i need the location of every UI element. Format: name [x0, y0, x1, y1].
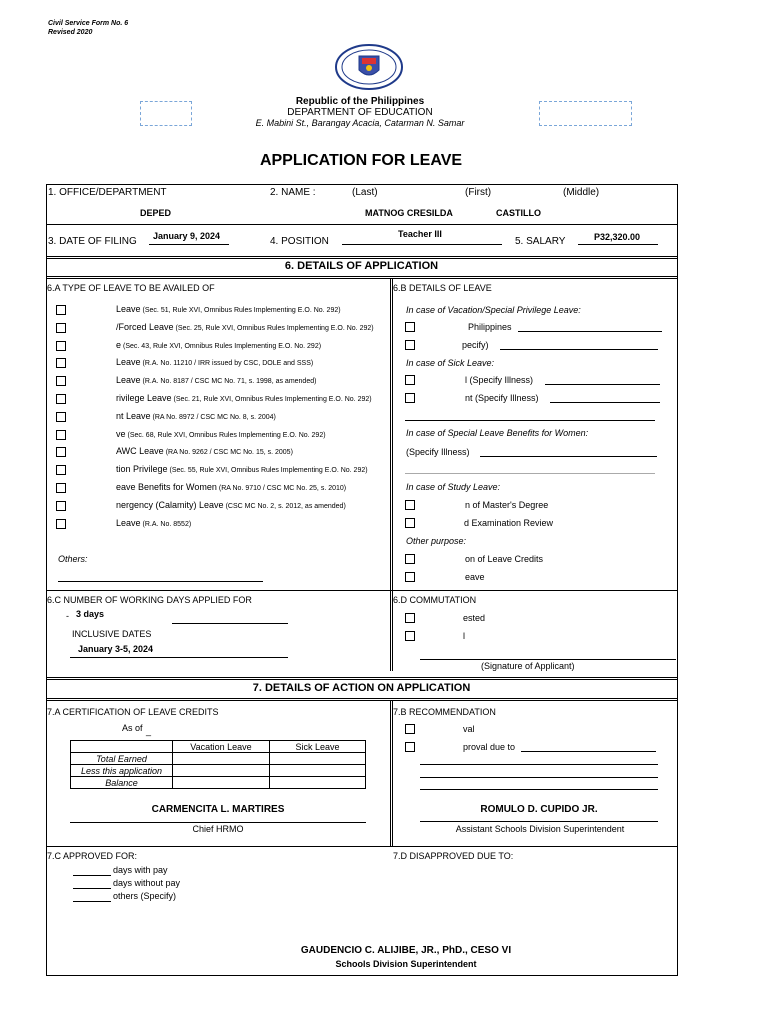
leave-type-checkbox[interactable]: [56, 483, 66, 493]
office-value[interactable]: DEPED: [140, 208, 172, 218]
working-days-value[interactable]: 3 days: [76, 609, 105, 619]
field-line: [480, 456, 657, 457]
leave-type-text: [116, 411, 276, 422]
leave-type-checkbox[interactable]: [56, 519, 66, 529]
leave-type-item[interactable]: [55, 446, 385, 460]
leave-type-checkbox[interactable]: [56, 341, 66, 351]
row-balance: Balance: [71, 777, 173, 789]
leave-type-item[interactable]: [55, 375, 385, 389]
field-line: [420, 789, 658, 790]
divider: [392, 278, 393, 671]
table-row: [71, 753, 366, 765]
asds-title: Assistant Schools Division Superintendent: [455, 824, 625, 834]
leave-type-label: AWC Leave: [116, 446, 164, 456]
leave-type-label: rivilege Leave: [116, 393, 172, 403]
field-line: [405, 420, 655, 421]
last-name-label: (Last): [352, 187, 378, 198]
leave-type-reference: (Sec. 68, Rule XVI, Omnibus Rules Implementing E.O. No. 292): [127, 432, 326, 439]
cell[interactable]: [173, 777, 270, 789]
leave-type-reference: (Sec. 55, Rule XVI, Omnibus Rules Implementing E.O. No. 292): [169, 467, 368, 474]
others-label: Others:: [58, 554, 88, 564]
leave-type-text: [116, 357, 313, 368]
section7c-label: 7.C APPROVED FOR:: [47, 851, 138, 861]
sick-leave-header: Sick Leave: [270, 741, 366, 753]
section6c-label: 6.C NUMBER OF WORKING DAYS APPLIED FOR: [47, 595, 252, 605]
section6b-label: 6.B DETAILS OF LEAVE: [393, 283, 492, 293]
field-line: [342, 244, 502, 245]
commutation-requested-checkbox[interactable]: [405, 631, 415, 641]
field-line: [518, 331, 662, 332]
leave-type-label: ve: [116, 429, 126, 439]
commutation-option-2: l: [463, 631, 465, 641]
leave-type-checkbox[interactable]: [56, 447, 66, 457]
leave-type-item[interactable]: [55, 304, 385, 318]
field-line: [58, 581, 263, 582]
leave-type-checkbox[interactable]: [56, 305, 66, 315]
field-line: [73, 888, 111, 889]
divider: [46, 677, 677, 678]
leave-type-item[interactable]: [55, 482, 385, 496]
divider: [46, 256, 677, 257]
leave-type-text: [116, 500, 346, 511]
page-title: APPLICATION FOR LEAVE: [259, 152, 463, 169]
divider: [390, 700, 391, 846]
for-approval-checkbox[interactable]: [405, 724, 415, 734]
middle-name-label: (Middle): [563, 187, 600, 198]
leave-type-item[interactable]: [55, 500, 385, 514]
cell[interactable]: [270, 753, 366, 765]
field-line: [521, 751, 656, 752]
leave-type-text: [116, 304, 341, 315]
deped-seal-icon: [334, 44, 404, 90]
commutation-option-1: ested: [463, 613, 486, 623]
leave-type-text: [116, 322, 374, 333]
study-option-1: n of Master's Degree: [465, 500, 549, 510]
name-value[interactable]: MATNOG CRESILDA: [365, 208, 453, 218]
leave-type-checkbox[interactable]: [56, 394, 66, 404]
leave-type-item[interactable]: [55, 393, 385, 407]
table-row: [71, 777, 366, 789]
leave-type-text: [116, 375, 316, 386]
form-number: Civil Service Form No. 6: [48, 20, 129, 27]
section7-title: 7. DETAILS OF ACTION ON APPLICATION: [252, 682, 471, 694]
leave-type-label: Leave: [116, 304, 141, 314]
address-text: E. Mabini St., Barangay Acacia, Catarman N. Samar: [255, 118, 465, 128]
field-line: [70, 822, 366, 823]
leave-credits-table: [70, 740, 366, 789]
leave-type-label: Leave: [116, 357, 141, 367]
leave-type-checkbox[interactable]: [56, 358, 66, 368]
divider: [46, 590, 677, 591]
leave-type-item[interactable]: [55, 518, 385, 532]
recommendation-option-1: val: [463, 724, 475, 734]
leave-type-item[interactable]: [55, 429, 385, 443]
leave-type-reference: (Sec. 43, Rule XVI, Omnibus Rules Implementing E.O. No. 292): [123, 343, 322, 350]
form-revision: Revised 2020: [48, 29, 93, 36]
divider: [392, 700, 393, 846]
approved-option-3: others (Specify): [113, 891, 177, 901]
women-heading: In case of Special Leave Benefits for Women:: [406, 428, 589, 438]
other-option-1: on of Leave Credits: [465, 554, 544, 564]
divider: [46, 278, 677, 279]
divider: [46, 679, 677, 680]
leave-type-text: [116, 518, 191, 529]
leave-type-text: [116, 482, 346, 493]
field-line: [405, 473, 655, 474]
leave-type-text: [116, 446, 293, 457]
vacation-option-2: pecify): [462, 340, 489, 350]
as-of-blank: _: [146, 726, 152, 736]
salary-value[interactable]: P32,320.00: [594, 232, 641, 242]
women-option-1: (Specify Illness): [406, 447, 470, 457]
monetization-checkbox[interactable]: [405, 554, 415, 564]
leave-type-item[interactable]: [55, 464, 385, 478]
leave-type-reference: (CSC MC No. 2, s. 2012, as amended): [225, 503, 346, 510]
leave-type-checkbox[interactable]: [56, 376, 66, 386]
row-total-earned: Total Earned: [71, 753, 173, 765]
name-label: 2. NAME :: [270, 187, 316, 198]
first-name-label: (First): [465, 187, 492, 198]
cell[interactable]: [270, 765, 366, 777]
leave-type-item[interactable]: [55, 411, 385, 425]
divider: [46, 698, 677, 699]
field-line: [70, 657, 288, 658]
sick-outpatient-checkbox[interactable]: [405, 393, 415, 403]
inclusive-dates-label: INCLUSIVE DATES: [72, 629, 152, 639]
study-masters-checkbox[interactable]: [405, 500, 415, 510]
leave-type-label: Leave: [116, 518, 141, 528]
field-line: [420, 777, 658, 778]
field-line: [578, 244, 658, 245]
section6-title: 6. DETAILS OF APPLICATION: [284, 260, 439, 272]
terminal-leave-checkbox[interactable]: [405, 572, 415, 582]
date-filing-value[interactable]: January 9, 2024: [153, 231, 221, 241]
inclusive-dates-value[interactable]: January 3-5, 2024: [78, 644, 154, 654]
for-disapproval-checkbox[interactable]: [405, 742, 415, 752]
leave-type-reference: (R.A. No. 11210 / IRR issued by CSC, DOLE and SSS): [142, 360, 314, 367]
salary-label: 5. SALARY: [515, 236, 566, 247]
asds-name: ROMULO D. CUPIDO JR.: [480, 804, 598, 815]
leave-type-label: nt Leave: [116, 411, 151, 421]
leave-type-checkbox[interactable]: [56, 465, 66, 475]
vacation-option-1: Philippines: [468, 322, 512, 332]
field-line: [172, 623, 288, 624]
study-bar-review-checkbox[interactable]: [405, 518, 415, 528]
cell[interactable]: [270, 777, 366, 789]
field-line: [73, 875, 111, 876]
study-heading: In case of Study Leave:: [406, 482, 501, 492]
leave-type-label: nergency (Calamity) Leave: [116, 500, 224, 510]
study-option-2: d Examination Review: [464, 518, 554, 528]
hrmo-name: CARMENCITA L. MARTIRES: [151, 804, 285, 815]
leave-type-reference: (RA No. 9710 / CSC MC No. 25, s. 2010): [218, 485, 347, 492]
dash-mark: -: [66, 611, 69, 621]
divider: [46, 846, 677, 847]
field-line: [420, 764, 658, 765]
row-less-application: Less this application: [71, 765, 173, 777]
middle-name-value[interactable]: CASTILLO: [496, 208, 541, 218]
leave-type-label: tion Privilege: [116, 464, 168, 474]
vacation-heading: In case of Vacation/Special Privilege Leave:: [406, 305, 581, 315]
field-line: [73, 901, 111, 902]
leave-type-item[interactable]: [55, 322, 385, 336]
hrmo-title: Chief HRMO: [192, 824, 244, 834]
field-line: [420, 821, 658, 822]
section6d-label: 6.D COMMUTATION: [393, 595, 477, 605]
form-frame: [46, 184, 678, 976]
section7d-label: 7.D DISAPPROVED DUE TO:: [393, 851, 514, 861]
department-text: DEPARTMENT OF EDUCATION: [287, 107, 433, 118]
leave-type-reference: (R.A. No. 8187 / CSC MC No. 71, s. 1998, as amended): [142, 378, 317, 385]
leave-type-label: /Forced Leave: [116, 322, 174, 332]
field-line: [545, 384, 660, 385]
other-purpose-heading: Other purpose:: [406, 536, 467, 546]
field-line: [420, 659, 676, 660]
sds-name: GAUDENCIO C. ALIJIBE, JR., PhD., CESO VI: [300, 945, 512, 956]
leave-type-item[interactable]: [55, 357, 385, 371]
vacation-leave-header: Vacation Leave: [173, 741, 270, 753]
leave-type-label: eave Benefits for Women: [116, 482, 217, 492]
sick-heading: In case of Sick Leave:: [406, 358, 495, 368]
position-value[interactable]: Teacher III: [398, 229, 442, 239]
leave-type-reference: (Sec. 25, Rule XVI, Omnibus Rules Implementing E.O. No. 292): [175, 325, 374, 332]
table-row: [71, 765, 366, 777]
vacation-within-checkbox[interactable]: [405, 322, 415, 332]
leave-type-reference: (RA No. 8972 / CSC MC No. 8, s. 2004): [152, 414, 276, 421]
leave-type-checkbox[interactable]: [56, 412, 66, 422]
cell[interactable]: [173, 765, 270, 777]
vacation-abroad-checkbox[interactable]: [405, 340, 415, 350]
divider: [390, 278, 391, 671]
leave-type-item[interactable]: [55, 340, 385, 354]
leave-type-text: [116, 340, 321, 351]
date-filing-label: 3. DATE OF FILING: [48, 236, 137, 247]
divider: [46, 258, 677, 259]
republic-text: Republic of the Philippines: [295, 96, 425, 107]
other-option-2: eave: [465, 572, 485, 582]
sds-title: Schools Division Superintendent: [335, 959, 477, 969]
section6a-label: 6.A TYPE OF LEAVE TO BE AVAILED OF: [47, 283, 215, 293]
leave-type-reference: (RA No. 9262 / CSC MC No. 15, s. 2005): [165, 449, 293, 456]
leave-type-text: [116, 393, 372, 404]
leave-type-text: [116, 464, 368, 475]
approved-option-2: days without pay: [113, 878, 181, 888]
sick-hospital-checkbox[interactable]: [405, 375, 415, 385]
leave-type-label: e: [116, 340, 122, 350]
field-line: [550, 402, 660, 403]
position-label: 4. POSITION: [270, 236, 329, 247]
section7b-label: 7.B RECOMMENDATION: [393, 707, 496, 717]
commutation-not-requested-checkbox[interactable]: [405, 613, 415, 623]
approved-option-1: days with pay: [113, 865, 168, 875]
leave-type-label: Leave: [116, 375, 141, 385]
section7a-label: 7.A CERTIFICATION OF LEAVE CREDITS: [47, 707, 219, 717]
leave-type-checkbox[interactable]: [56, 430, 66, 440]
office-label: 1. OFFICE/DEPARTMENT: [48, 187, 167, 198]
sick-option-2: nt (Specify Illness): [465, 393, 539, 403]
leave-type-checkbox[interactable]: [56, 323, 66, 333]
recommendation-option-2: proval due to: [463, 742, 516, 752]
leave-type-checkbox[interactable]: [56, 501, 66, 511]
table-corner-cell: [71, 741, 173, 753]
field-line: [149, 244, 229, 245]
divider: [46, 700, 677, 701]
leave-type-reference: (Sec. 51, Rule XVI, Omnibus Rules Implementing E.O. No. 292): [142, 307, 341, 314]
leave-type-text: [116, 429, 326, 440]
as-of-label: As of: [122, 723, 143, 733]
leave-type-reference: (R.A. No. 8552): [142, 521, 192, 528]
sick-option-1: l (Specify Illness): [465, 375, 534, 385]
divider: [46, 224, 677, 225]
cell[interactable]: [173, 753, 270, 765]
divider: [46, 276, 677, 277]
table-header-row: [71, 741, 366, 753]
signature-label: (Signature of Applicant): [481, 661, 575, 671]
leave-type-reference: (Sec. 21, Rule XVI, Omnibus Rules Implementing E.O. No. 292): [173, 396, 372, 403]
field-line: [500, 349, 658, 350]
